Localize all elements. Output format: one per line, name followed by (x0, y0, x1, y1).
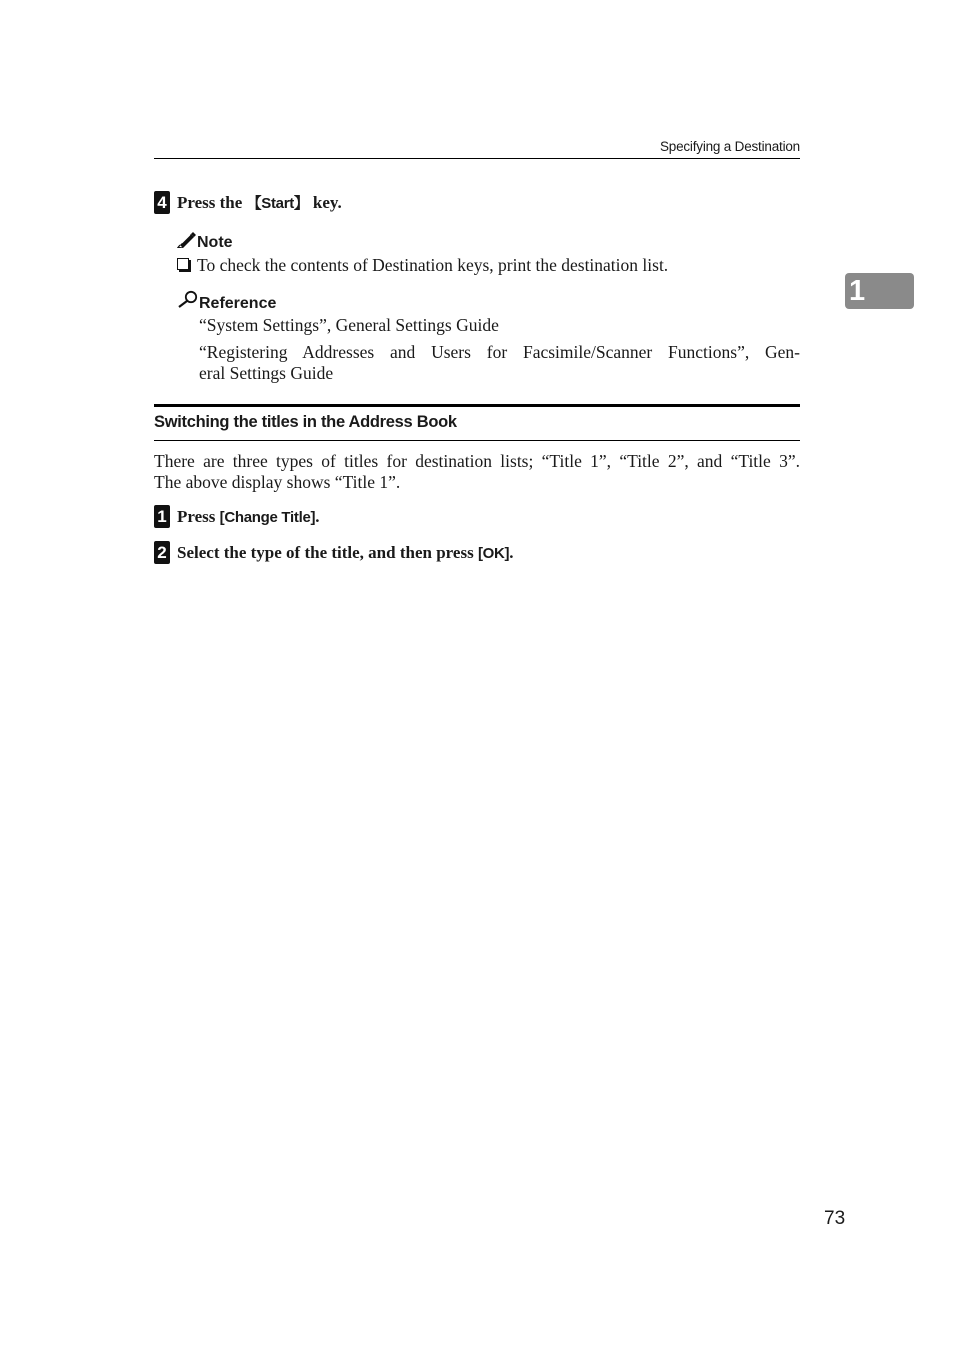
start-key-label: 【Start】 (246, 195, 309, 212)
step-4 (154, 191, 342, 215)
magnifier-icon (177, 290, 199, 314)
section-intro-line-2: The above display shows “Title 1”. (154, 472, 401, 492)
checkbox-icon (177, 258, 189, 270)
step-text: Press the (177, 193, 247, 212)
note-item (177, 255, 668, 276)
section-title: Switching the titles in the Address Book (154, 413, 457, 431)
note-heading-text: Note (197, 234, 233, 251)
step-text-end: . (315, 507, 320, 526)
step-number: 4 (154, 191, 170, 214)
step-b (154, 541, 513, 565)
header-rule (154, 158, 800, 159)
change-title-key-label: [Change Title] (219, 509, 316, 526)
step-number: 1 (154, 505, 170, 528)
pencil-icon (177, 231, 197, 254)
step-number: 2 (154, 541, 170, 564)
note-heading (177, 231, 233, 254)
section-rule-top (154, 404, 800, 407)
reference-line-3: eral Settings Guide (199, 363, 334, 383)
section-rule-bottom (154, 440, 800, 441)
page-number: 73 (824, 1208, 846, 1229)
running-head: Specifying a Destination (659, 139, 800, 154)
reference-line-1: “System Settings”, General Settings Guide (199, 315, 499, 335)
ok-key-label: [OK] (477, 545, 510, 562)
reference-heading-text: Reference (199, 295, 277, 312)
step-a (154, 505, 319, 529)
step-text: Press (177, 507, 220, 526)
reference-line-2: “Registering Addresses and Users for Facsimile/Scanner Functions”, Gen- (199, 342, 800, 362)
note-item-text: To check the contents of Destination keys, print the destination list. (197, 255, 669, 275)
step-text-end: . (509, 543, 514, 562)
reference-heading (177, 290, 276, 314)
step-text-end: key. (308, 193, 342, 212)
step-text: Select the type of the title, and then press (177, 543, 478, 562)
chapter-tab: 1 (845, 273, 914, 309)
section-intro-line-1: There are three types of titles for destination lists; “Title 1”, “Title 2”, and “Title 3”. (154, 451, 800, 471)
